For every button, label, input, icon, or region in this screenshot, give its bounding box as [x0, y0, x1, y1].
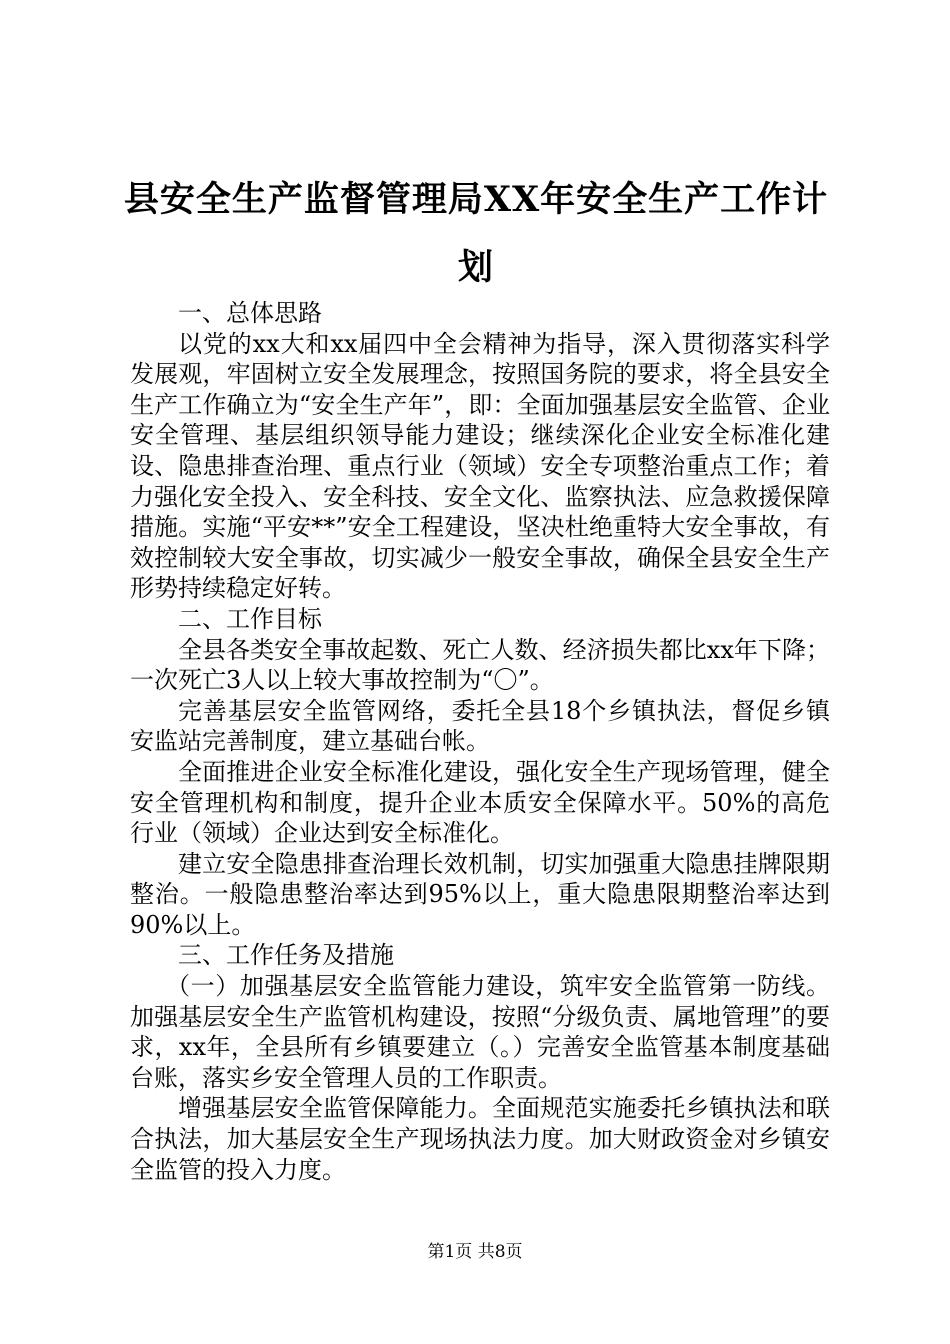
- paragraph-task-support: 增强基层安全监管保障能力。全面规范实施委托乡镇执法和联合执法，加大基层安全生产现场执法力度。加大财政资金对乡镇安全监管的投入力度。: [130, 1094, 830, 1184]
- paragraph-overall-approach: 以党的xx大和xx届四中全会精神为指导，深入贯彻落实科学发展观，牢固树立安全发展理念，按照国务院的要求，将全县安全生产工作确立为“安全生产年”，即：全面加强基层安全监管、企业安全管理、基层组织领导能力建设；继续深化企业安全标准化建设、隐患排查治理、重点行业（领域）安全专项整治重点工作；着力强化安全投入、安全科技、安全文化、监察执法、应急救援保障措施。实施“平安**”安全工程建设，坚决杜绝重特大安全事故，有效控制较大安全事故，切实减少一般安全事故，确保全县安全生产形势持续稳定好转。: [130, 329, 830, 603]
- section-heading-work-goals: 二、工作目标: [178, 604, 322, 633]
- paragraph-goal-standardization: 全面推进企业安全标准化建设，强化安全生产现场管理，健全安全管理机构和制度，提升企业本质安全保障水平。50%的高危行业（领域）企业达到安全标准化。: [130, 757, 830, 848]
- document-body: [130, 298, 830, 1185]
- section-heading-tasks-measures: 三、工作任务及措施: [178, 941, 394, 970]
- paragraph-goal-accidents: 全县各类安全事故起数、死亡人数、经济损失都比xx年下降；一次死亡3人以上较大事故控制为“〇”。: [130, 635, 830, 695]
- paragraph-goal-network: 完善基层安全监管网络，委托全县18个乡镇执法，督促乡镇安监站完善制度，建立基础台帐。: [130, 696, 830, 756]
- section-heading-overall-approach: 一、总体思路: [178, 299, 322, 327]
- document-title: 县安全生产监督管理局XX年安全生产工作计划: [123, 179, 829, 288]
- page-number-footer: 第1页 共8页: [427, 1242, 523, 1262]
- paragraph-goal-hazards: 建立安全隐患排查治理长效机制，切实加强重大隐患挂牌限期整治。一般隐患整治率达到95%以上，重大隐患限期整治率达到90%以上。: [130, 849, 830, 939]
- paragraph-task-one: （一）加强基层安全监管能力建设，筑牢安全监管第一防线。加强基层安全生产监管机构建设，按照“分级负责、属地管理”的要求，xx年，全县所有乡镇要建立（。）完善安全监管基本制度基础台账，落实乡安全管理人员的工作职责。: [130, 972, 830, 1092]
